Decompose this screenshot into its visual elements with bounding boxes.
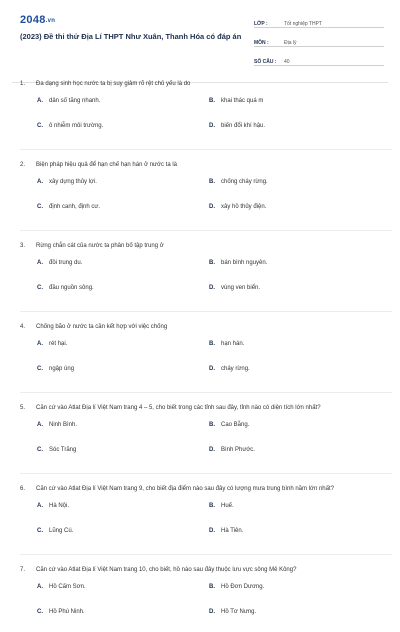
option-text: ô nhiễm môi trường. bbox=[49, 123, 104, 129]
question-text: Căn cứ vào Atlat Địa lí Việt Nam trang 10, cho biết, hồ nào sau đây thuộc lưu vực sông Mê Kông? bbox=[36, 567, 297, 573]
option-key: B. bbox=[209, 584, 215, 590]
option-key: C. bbox=[37, 204, 43, 210]
option-key: A. bbox=[37, 260, 43, 266]
option-d[interactable] bbox=[209, 121, 381, 131]
question-text: Đa dạng sinh học nước ta bị suy giảm rõ rệt chủ yếu là do bbox=[36, 81, 191, 87]
option-text: Hà Nội. bbox=[49, 503, 70, 509]
option-text: xây dựng thủy lợi. bbox=[49, 179, 97, 185]
option-c[interactable] bbox=[37, 121, 209, 131]
question-number: 2. bbox=[20, 162, 26, 168]
option-key: A. bbox=[37, 179, 43, 185]
option-key: A. bbox=[37, 98, 43, 104]
option-d[interactable] bbox=[209, 526, 381, 536]
option-text: bán bình nguyên. bbox=[221, 260, 268, 266]
question-text: Chống bão ở nước ta cần kết hợp với việc chống bbox=[36, 324, 168, 330]
option-key: C. bbox=[37, 285, 43, 291]
option-key: D. bbox=[209, 366, 215, 372]
meta-row-subject bbox=[254, 33, 384, 47]
site-logo[interactable] bbox=[20, 14, 55, 26]
option-text: Hồ Đơn Dương. bbox=[221, 584, 265, 590]
option-key: A. bbox=[37, 503, 43, 509]
option-key: B. bbox=[209, 341, 215, 347]
option-b[interactable] bbox=[209, 177, 381, 187]
meta-label: SỐ CÂU : bbox=[254, 59, 277, 65]
option-text: chống cháy rừng. bbox=[221, 179, 268, 185]
question-text: Căn cứ vào Atlat Địa lí Việt Nam trang 9, cho biết địa điểm nào sau đây có lượng mưa trung bình năm lớn nhất? bbox=[36, 486, 334, 492]
option-text: biến đổi khí hậu. bbox=[221, 123, 266, 129]
option-d[interactable] bbox=[209, 202, 381, 212]
option-text: Hồ Cấm Sơn. bbox=[49, 584, 86, 590]
option-key: D. bbox=[209, 204, 215, 210]
option-c[interactable] bbox=[37, 202, 209, 212]
option-key: C. bbox=[37, 447, 43, 453]
option-b[interactable] bbox=[209, 582, 381, 592]
option-b[interactable] bbox=[209, 501, 381, 511]
option-text: Hồ Phú Ninh. bbox=[49, 609, 85, 615]
option-key: C. bbox=[37, 528, 43, 534]
question-number: 7. bbox=[20, 567, 26, 573]
option-c[interactable] bbox=[37, 283, 209, 293]
option-key: B. bbox=[209, 98, 215, 104]
page-title: (2023) Đề thi thử Địa Lí THPT Như Xuân, Thanh Hóa có đáp án bbox=[20, 32, 242, 41]
option-text: đồi trung du. bbox=[49, 260, 83, 266]
option-a[interactable] bbox=[37, 420, 209, 430]
option-key: D. bbox=[209, 123, 215, 129]
option-key: B. bbox=[209, 503, 215, 509]
option-text: Bình Phước. bbox=[221, 447, 255, 453]
question-number: 6. bbox=[20, 486, 26, 492]
question-item bbox=[20, 403, 392, 474]
option-key: B. bbox=[209, 179, 215, 185]
option-key: B. bbox=[209, 422, 215, 428]
option-text: khai thác quá m bbox=[221, 98, 264, 104]
question-separator bbox=[20, 149, 392, 150]
question-text: Rừng chắn cát của nước ta phân bố tập trung ở bbox=[36, 243, 164, 249]
option-d[interactable] bbox=[209, 445, 381, 455]
meta-row-count bbox=[254, 52, 384, 66]
option-b[interactable] bbox=[209, 339, 381, 349]
option-text: Sóc Trăng bbox=[49, 447, 77, 453]
option-d[interactable] bbox=[209, 283, 381, 293]
option-key: D. bbox=[209, 528, 215, 534]
question-number: 1. bbox=[20, 81, 26, 87]
question-separator bbox=[20, 230, 392, 231]
question-number: 5. bbox=[20, 405, 26, 411]
meta-row-class bbox=[254, 14, 384, 28]
option-text: đầu nguồn sông. bbox=[49, 285, 94, 291]
option-key: A. bbox=[37, 341, 43, 347]
option-text: định canh, định cư. bbox=[49, 204, 101, 210]
logo-suffix: .vn bbox=[45, 18, 56, 24]
option-c[interactable] bbox=[37, 607, 209, 617]
question-separator bbox=[20, 392, 392, 393]
meta-value: Tốt nghiệp THPT bbox=[284, 21, 322, 27]
question-item bbox=[20, 322, 392, 393]
option-key: C. bbox=[37, 609, 43, 615]
option-c[interactable] bbox=[37, 364, 209, 374]
logo-text: 2048 bbox=[20, 14, 46, 26]
question-separator bbox=[20, 473, 392, 474]
meta-label: MÔN : bbox=[254, 40, 269, 46]
option-text: vùng ven biển. bbox=[221, 285, 261, 291]
question-item bbox=[20, 484, 392, 555]
option-text: Huế. bbox=[221, 503, 234, 509]
question-list bbox=[20, 79, 392, 632]
meta-label: LỚP : bbox=[254, 21, 268, 27]
option-key: C. bbox=[37, 123, 43, 129]
option-a[interactable] bbox=[37, 258, 209, 268]
question-number: 4. bbox=[20, 324, 26, 330]
option-b[interactable] bbox=[209, 96, 381, 106]
option-text: dân số tăng nhanh. bbox=[49, 98, 101, 104]
option-text: Lũng Cú. bbox=[49, 528, 74, 534]
question-text: Biện pháp hiệu quả để hạn chế hạn hán ở nước ta là bbox=[36, 162, 177, 168]
option-text: Hồ Tơ Nưng. bbox=[221, 609, 257, 615]
question-item bbox=[20, 241, 392, 312]
option-text: Ninh Bình. bbox=[49, 422, 78, 428]
option-a[interactable] bbox=[37, 501, 209, 511]
option-d[interactable] bbox=[209, 364, 381, 374]
option-a[interactable] bbox=[37, 339, 209, 349]
option-c[interactable] bbox=[37, 445, 209, 455]
question-separator bbox=[20, 311, 392, 312]
option-text: cháy rừng. bbox=[221, 366, 250, 372]
option-text: Hà Tiên. bbox=[221, 528, 244, 534]
option-key: C. bbox=[37, 366, 43, 372]
option-key: D. bbox=[209, 609, 215, 615]
option-text: xây hồ thủy điện. bbox=[221, 204, 267, 210]
meta-value: Địa lý bbox=[284, 40, 297, 46]
question-text: Căn cứ vào Atlat Địa lí Việt Nam trang 4 – 5, cho biết trong các tỉnh sau đây, tỉnh nào có diện tích lớn nhất? bbox=[36, 405, 321, 411]
option-text: ngập úng bbox=[49, 366, 75, 372]
option-text: hạn hán. bbox=[221, 341, 245, 347]
option-c[interactable] bbox=[37, 526, 209, 536]
option-b[interactable] bbox=[209, 258, 381, 268]
exam-meta bbox=[254, 14, 384, 71]
option-text: rét hại. bbox=[49, 341, 68, 347]
question-item bbox=[20, 160, 392, 231]
option-d[interactable] bbox=[209, 607, 381, 617]
option-key: D. bbox=[209, 447, 215, 453]
question-separator bbox=[20, 554, 392, 555]
option-text: Cao Bằng. bbox=[221, 422, 250, 428]
option-key: A. bbox=[37, 422, 43, 428]
option-a[interactable] bbox=[37, 96, 209, 106]
meta-value: 40 bbox=[284, 59, 290, 65]
option-key: D. bbox=[209, 285, 215, 291]
question-item bbox=[20, 79, 392, 150]
option-a[interactable] bbox=[37, 177, 209, 187]
question-item bbox=[20, 565, 392, 632]
header bbox=[0, 0, 400, 75]
option-b[interactable] bbox=[209, 420, 381, 430]
option-key: B. bbox=[209, 260, 215, 266]
option-a[interactable] bbox=[37, 582, 209, 592]
question-number: 3. bbox=[20, 243, 26, 249]
option-key: A. bbox=[37, 584, 43, 590]
